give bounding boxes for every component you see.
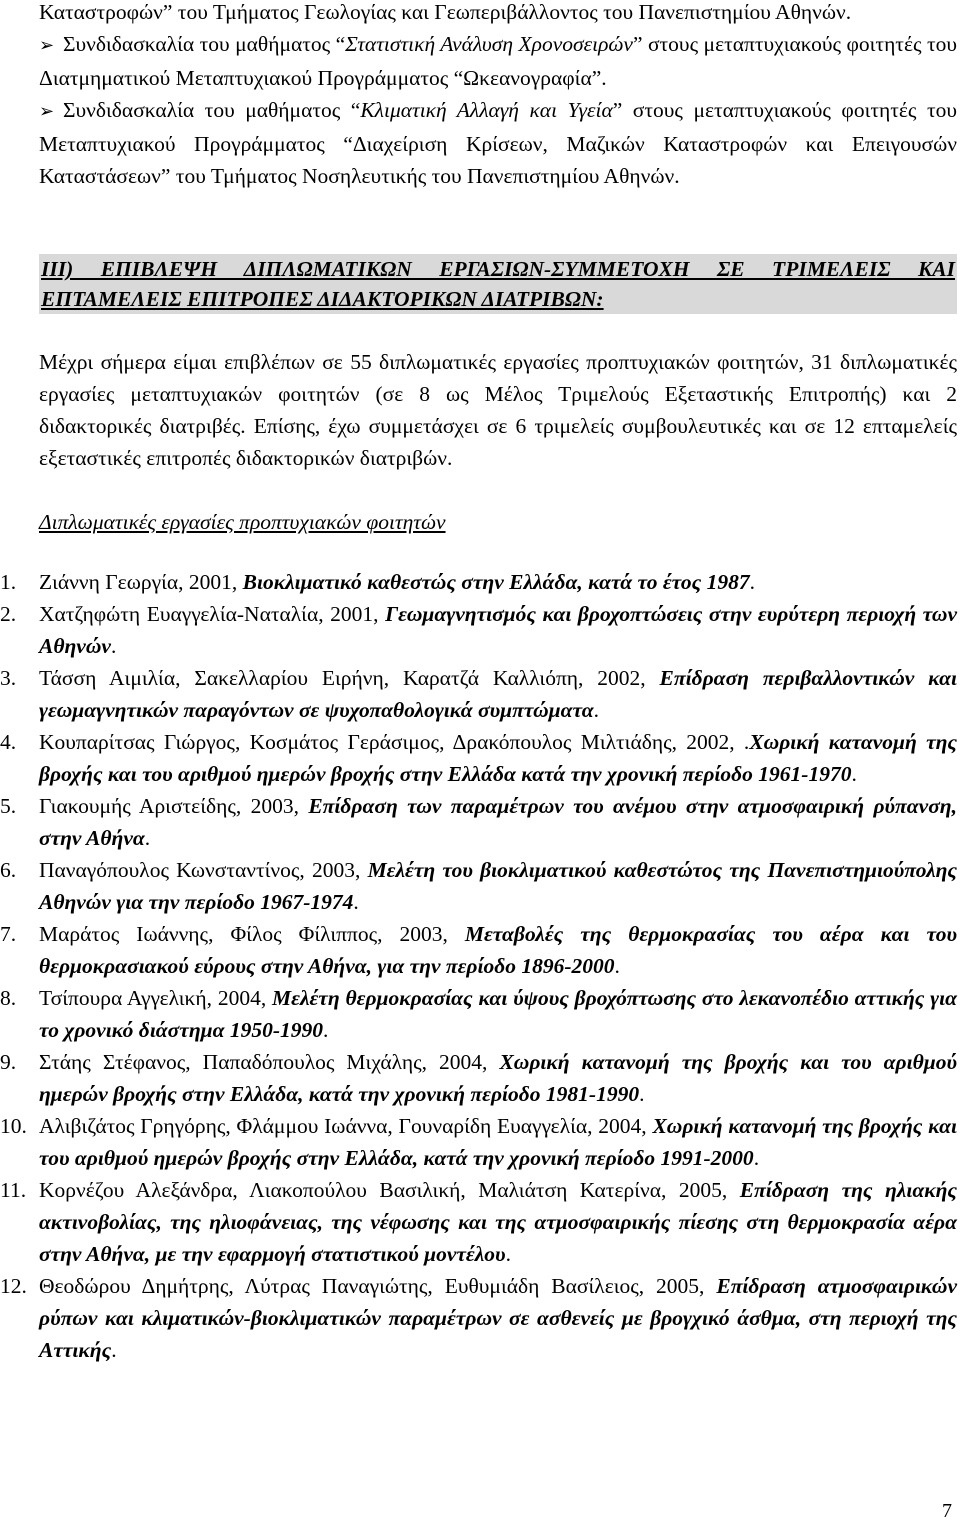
- thesis-authors: Τάσση Αιμιλία, Σακελλαρίου Ειρήνη, Καρατζά Καλλιόπη, 2002,: [39, 666, 660, 690]
- thesis-authors: Κουπαρίτσας Γιώργος, Κοσμάτος Γεράσιμος, Δρακόπουλος Μιλτιάδης, 2002, .: [39, 730, 750, 754]
- thesis-title: Μελέτη του βιοκλιματικού καθεστώτος της Πανεπιστημιούπολης Αθηνών για την περίοδο 1967-1974: [39, 858, 957, 914]
- thesis-item: [0, 662, 958, 726]
- thesis-authors: Μαράτος Ιωάννης, Φίλος Φίλιππος, 2003,: [39, 922, 465, 946]
- thesis-number: 7.: [0, 922, 17, 946]
- thesis-title: Επίδραση περιβαλλοντικών και γεωμαγνητικών παραγόντων σε ψυχοπαθολογικά συμπτώματα: [39, 666, 958, 722]
- thesis-title: Χωρική κατανομή της βροχής και του αριθμού ημερών βροχής στην Ελλάδα, κατά την χρονική περίοδο 1991-2000: [39, 1114, 957, 1170]
- thesis-end: .: [753, 1146, 760, 1170]
- thesis-authors: Αλιβιζάτος Γρηγόρης, Φλάμμου Ιωάννα, Γουναρίδη Ευαγγελία, 2004,: [39, 1114, 653, 1138]
- thesis-end: .: [111, 1338, 117, 1362]
- thesis-end: .: [851, 762, 857, 786]
- thesis-end: .: [614, 954, 620, 978]
- arrow-bullet-icon: ➢: [39, 35, 55, 56]
- thesis-number: 4.: [0, 730, 17, 754]
- thesis-number: 8.: [0, 986, 17, 1010]
- thesis-title: Γεωμαγνητισμός και βροχοπτώσεις στην ευρύτερη περιοχή των Αθηνών: [39, 602, 957, 658]
- thesis-title: Επίδραση ατμοσφαιρικών ρύπων και κλιματικών-βιοκλιματικών παραμέτρων σε ασθενείς με βρογχικό άσθμα, στη περιοχή της Αττικής: [39, 1274, 957, 1362]
- thesis-end: .: [749, 570, 755, 594]
- thesis-item: [0, 566, 957, 598]
- thesis-title: Μελέτη θερμοκρασίας και ύψους βροχόπτωσης στο λεκανοπέδιο αττικής για το χρονικό διάστημα 1950-1990: [39, 986, 957, 1042]
- page-number: 7: [942, 1500, 952, 1522]
- thesis-title: Χωρική κατανομή της βροχής και του αριθμού ημερών βροχής στην Ελλάδα, κατά την χρονική περίοδο 1981-1990: [39, 1050, 958, 1106]
- thesis-number: 1.: [0, 570, 17, 594]
- thesis-item: [0, 1110, 957, 1174]
- continuation-line: Καταστροφών” του Τμήματος Γεωλογίας και Γεωπεριβάλλοντος του Πανεπιστημίου Αθηνών.: [39, 0, 852, 24]
- course-title: Στατιστική Ανάλυση Χρονοσειρών: [345, 32, 633, 56]
- thesis-authors: Θεοδώρου Δημήτρης, Λύτρας Παναγιώτης, Ευθυμιάδη Βασίλειος, 2005,: [39, 1274, 717, 1298]
- thesis-authors: Γιακουμής Αριστείδης, 2003,: [39, 794, 309, 818]
- thesis-end: .: [505, 1242, 511, 1266]
- thesis-authors: Χατζηφώτη Ευαγγελία-Ναταλία, 2001,: [39, 602, 386, 626]
- thesis-authors: Τσίπουρα Αγγελική, 2004,: [39, 986, 273, 1010]
- thesis-item: [0, 1270, 957, 1366]
- thesis-end: .: [353, 890, 359, 914]
- bullet-item-climate-health: ➢ Συνδιδασκαλία του μαθήματος “Κλιματική Αλλαγή και Υγεία” στους μεταπτυχιακούς φοιτητές του Μεταπτυχιακού Προγράμματος “Διαχείριση Κρίσεων, Μαζικών Καταστροφών και Επειγουσών Καταστάσεων” του Τμήματος Νοσηλευτικής του Πανεπιστημίου Αθηνών.: [39, 98, 957, 188]
- thesis-end: .: [639, 1082, 645, 1106]
- theses-subheading: Διπλωματικές εργασίες προπτυχιακών φοιτητών: [39, 510, 446, 534]
- thesis-number: 10.: [0, 1114, 27, 1138]
- thesis-item: [0, 598, 957, 662]
- thesis-end: .: [144, 826, 151, 850]
- thesis-title: Επίδραση των παραμέτρων του ανέμου στην ατμοσφαιρική ρύπανση, στην Αθήνα: [39, 794, 957, 850]
- continuation-text: [39, 0, 957, 28]
- intro-paragraph: Μέχρι σήμερα είμαι επιβλέπων σε 55 διπλωματικές εργασίες προπτυχιακών φοιτητών, 31 διπλωματικές εργασίες μεταπτυχιακών φοιτητών (σε 8 ως Μέλος Τριμελούς Εξεταστικής Επιτροπής) και 2 διδακτορικές διατριβές. Επίσης, έχω συμμετάσχει σε 6 τριμελείς συμβουλευτικές και σε 12 επταμελείς εξεταστικές επιτροπές διδακτορικών διατριβών.: [39, 350, 957, 470]
- thesis-number: 6.: [0, 858, 17, 882]
- thesis-authors: Ζιάννη Γεωργία, 2001,: [39, 570, 243, 594]
- thesis-number: 2.: [0, 602, 17, 626]
- thesis-number: 12.: [0, 1274, 27, 1298]
- teaching-bullets: [39, 28, 957, 192]
- thesis-authors: Στάης Στέφανος, Παπαδόπουλος Μιχάλης, 2004,: [39, 1050, 500, 1074]
- thesis-number: 9.: [0, 1050, 17, 1074]
- thesis-title: Βιοκλιματικό καθεστώς στην Ελλάδα, κατά το έτος 1987: [242, 570, 750, 594]
- thesis-number: 3.: [0, 666, 17, 690]
- thesis-title: Χωρική κατανομή της βροχής και του αριθμού ημερών βροχής στην Ελλάδα κατά την χρονική περίοδο 1961-1970: [39, 730, 957, 786]
- thesis-end: .: [110, 634, 117, 658]
- thesis-item: [0, 1174, 957, 1270]
- thesis-end: .: [323, 1018, 329, 1042]
- thesis-end: .: [593, 698, 599, 722]
- bullet-item-timeseries: ➢ Συνδιδασκαλία του μαθήματος “Στατιστική Ανάλυση Χρονοσειρών” στους μεταπτυχιακούς φοιτητές του Διατμηματικού Μεταπτυχιακού Προγράμματος “Ωκεανογραφία”.: [39, 32, 957, 90]
- course-title: Κλιματική Αλλαγή και Υγεία: [360, 98, 613, 122]
- thesis-item: [0, 918, 957, 982]
- thesis-number: 5.: [0, 794, 17, 818]
- thesis-authors: Κορνέζου Αλεξάνδρα, Λιακοπούλου Βασιλική, Μαλιάτση Κατερίνα, 2005,: [39, 1178, 740, 1202]
- thesis-number: 11.: [0, 1178, 27, 1202]
- thesis-item: [0, 790, 957, 854]
- thesis-item: [0, 726, 957, 790]
- theses-list: [0, 566, 958, 1366]
- section-heading: ΙΙΙ) ΕΠΙΒΛΕΨΗ ΔΙΠΛΩΜΑΤΙΚΩΝ ΕΡΓΑΣΙΩΝ-ΣΥΜΜΕΤΟΧΗ ΣΕ ΤΡΙΜΕΛΕΙΣ ΚΑΙ ΕΠΤΑΜΕΛΕΙΣ ΕΠΙΤΡΟΠΕΣ ΔΙΔΑΚΤΟΡΙΚΩΝ ΔΙΑΤΡΙΒΩΝ:: [39, 254, 957, 314]
- thesis-title: Επίδραση της ηλιακής ακτινοβολίας, της ηλιοφάνειας, της νέφωσης και της ατμοσφαιρικής πίεσης στη θερμοκρασία αέρα στην Αθήνα, με την εφαρμογή στατιστικού μοντέλου: [39, 1178, 957, 1266]
- thesis-item: [0, 1046, 958, 1110]
- thesis-item: [0, 854, 957, 918]
- thesis-authors: Παναγόπουλος Κωνσταντίνος, 2003,: [39, 858, 368, 882]
- thesis-title: Μεταβολές της θερμοκρασίας του αέρα και του θερμοκρασιακού εύρους στην Αθήνα, για την περίοδο 1896-2000: [39, 922, 957, 978]
- thesis-item: [0, 982, 957, 1046]
- arrow-bullet-icon: ➢: [39, 101, 55, 122]
